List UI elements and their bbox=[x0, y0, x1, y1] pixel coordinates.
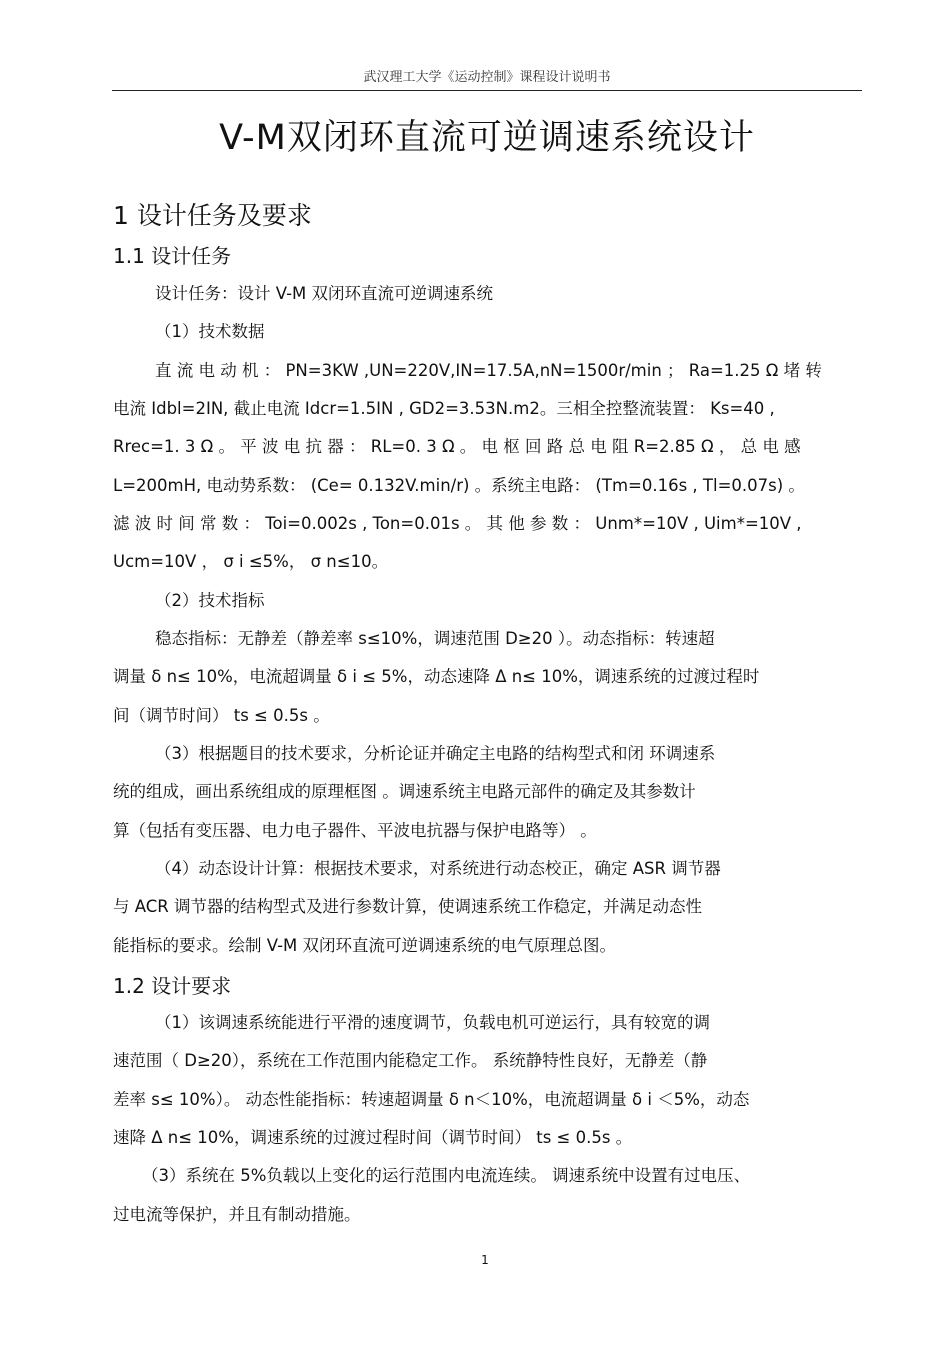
document-title: V-M双闭环直流可逆调速系统设计 bbox=[219, 118, 755, 158]
section-heading-1: 1 设计任务及要求 bbox=[113, 201, 312, 230]
requirement-line: （3）系统在 5%负载以上变化的运行范围内电流连续。 调速系统中设置有过电压、 bbox=[142, 1166, 751, 1185]
paragraph-line: Ucm=10V ， σ i ≤5%， σ n≤10。 bbox=[113, 552, 389, 571]
paragraph-line: 稳态指标：无静差（静差率 s≤10%，调速范围 D≥20 ）。动态指标：转速超 bbox=[155, 629, 715, 648]
paragraph-line: 调量 δ n≤ 10%，电流超调量 δ i ≤ 5%，动态速降 Δ n≤ 10%，调速系统的过渡过程时 bbox=[113, 667, 760, 686]
paragraph-line: Rrec=1. 3 Ω 。 平 波 电 抗 器 ： RL=0. 3 Ω 。 电 枢 回 路 总 电 阻 R=2.85 Ω ， 总 电 感 bbox=[113, 437, 801, 456]
requirement-line: 过电流等保护，并且有制动措施。 bbox=[113, 1205, 361, 1224]
tech-index-label: （2）技术指标 bbox=[155, 591, 265, 610]
paragraph-line: 电流 Idbl=2IN, 截止电流 Idcr=1.5IN , GD2=3.53N.m2。三相全控整流装置： Ks=40 , bbox=[113, 399, 775, 418]
paragraph-line: 算（包括有变压器、电力电子器件、平波电抗器与保护电路等） 。 bbox=[113, 821, 597, 840]
tech-data-label: （1）技术数据 bbox=[155, 322, 265, 341]
paragraph-line: 与 ACR 调节器的结构型式及进行参数计算，使调速系统工作稳定，并满足动态性 bbox=[113, 897, 702, 916]
subsection-heading-1-1: 1.1 设计任务 bbox=[113, 244, 232, 268]
paragraph-line: 间（调节时间） ts ≤ 0.5s 。 bbox=[113, 706, 330, 725]
paragraph-line: L=200mH, 电动势系数： (Ce= 0.132V.min/r) 。系统主电路： (Tm=0.16s , Tl=0.07s) 。 bbox=[113, 476, 805, 495]
header-rule bbox=[112, 90, 862, 91]
paragraph-line: 统的组成，画出系统组成的原理框图 。调速系统主电路元部件的确定及其参数计 bbox=[113, 782, 696, 801]
requirement-line: 速降 Δ n≤ 10%，调速系统的过渡过程时间（调节时间） ts ≤ 0.5s 。 bbox=[113, 1128, 633, 1147]
paragraph-line: （3）根据题目的技术要求，分析论证并确定主电路的结构型式和闭 环调速系 bbox=[155, 744, 716, 763]
subsection-heading-1-2: 1.2 设计要求 bbox=[113, 974, 232, 998]
paragraph-line: 滤 波 时 间 常 数 ： Toi=0.002s , Ton=0.01s 。 其 他 参 数 ： Unm*=10V , Uim*=10V , bbox=[113, 514, 802, 533]
task-line: 设计任务：设计 V-M 双闭环直流可逆调速系统 bbox=[155, 284, 494, 303]
requirement-line: （1）该调速系统能进行平滑的速度调节，负载电机可逆运行，具有较宽的调 bbox=[155, 1013, 710, 1032]
running-header: 武汉理工大学《运动控制》课程设计说明书 bbox=[363, 70, 611, 85]
paragraph-line: 能指标的要求。绘制 V-M 双闭环直流可逆调速系统的电气原理总图。 bbox=[113, 936, 617, 955]
page-number: 1 bbox=[481, 1253, 489, 1267]
requirement-line: 差率 s≤ 10%）。 动态性能指标：转速超调量 δ n＜10%，电流超调量 δ i ＜5%，动态 bbox=[113, 1090, 750, 1109]
paragraph-line: 直 流 电 动 机 ： PN=3KW ,UN=220V,IN=17.5A,nN=1500r/min ； Ra=1.25 Ω 堵 转 bbox=[155, 361, 822, 380]
requirement-line: 速范围（ D≥20），系统在工作范围内能稳定工作。 系统静特性良好，无静差（静 bbox=[113, 1051, 708, 1070]
paragraph-line: （4）动态设计计算：根据技术要求，对系统进行动态校正，确定 ASR 调节器 bbox=[155, 859, 721, 878]
